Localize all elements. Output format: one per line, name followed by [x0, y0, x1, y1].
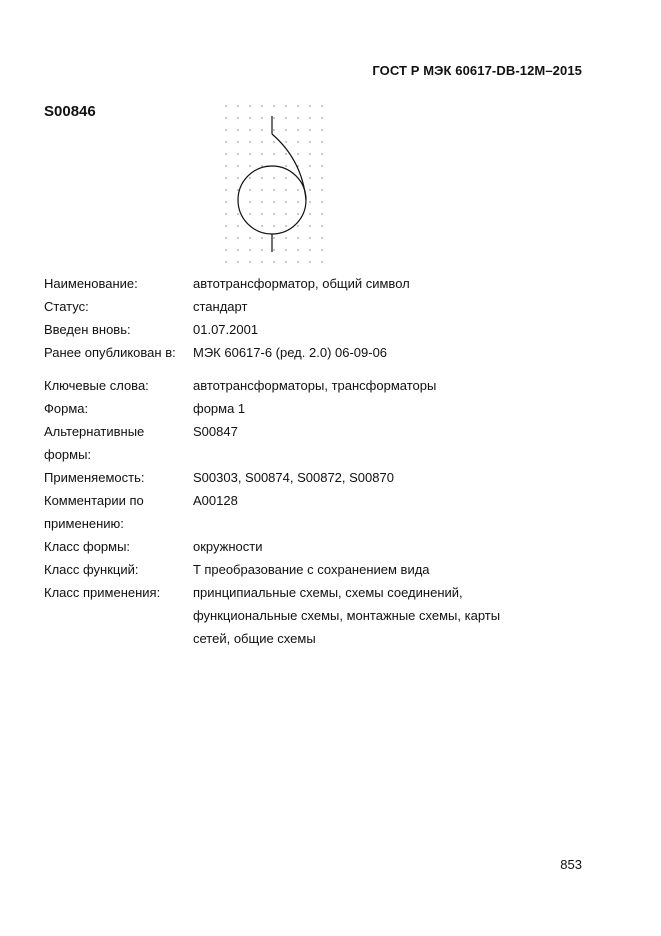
attribute-label: Ранее опубликован в: [44, 345, 176, 360]
attribute-value: S00847 [193, 424, 238, 439]
attribute-label: Класс формы: [44, 539, 131, 554]
attribute-label: Форма: [44, 401, 89, 416]
attribute-label: Комментарии по [44, 493, 144, 508]
attribute-label: Статус: [44, 299, 89, 314]
attribute-value: автотрансформатор, общий символ [193, 276, 410, 291]
transformer-winding [238, 166, 306, 234]
attribute-label: Наименование: [44, 276, 138, 291]
tap-arc [272, 134, 306, 200]
attribute-label: Альтернативные [44, 424, 145, 439]
attribute-label: Ключевые слова: [44, 378, 149, 393]
autotransformer-symbol-icon [220, 100, 324, 272]
attribute-value: форма 1 [193, 401, 246, 416]
attribute-label: Класс функций: [44, 562, 139, 577]
attribute-value: окружности [193, 539, 263, 554]
attribute-value: T преобразование с сохранением вида [193, 562, 430, 577]
attribute-value: функциональные схемы, монтажные схемы, карты [193, 608, 501, 623]
document-header: ГОСТ Р МЭК 60617-DB-12M–2015 [372, 63, 582, 78]
symbol-code: S00846 [44, 103, 96, 120]
page-number: 853 [560, 857, 582, 872]
attribute-value: A00128 [193, 493, 238, 508]
attribute-label: Класс применения: [44, 585, 161, 600]
attribute-value: принципиальные схемы, схемы соединений, [193, 585, 463, 600]
attribute-label: Введен вновь: [44, 322, 131, 337]
attribute-value: стандарт [193, 299, 248, 314]
attribute-value: сетей, общие схемы [193, 631, 316, 646]
attribute-value: 01.07.2001 [193, 322, 259, 337]
attribute-value: МЭК 60617-6 (ред. 2.0) 06-09-06 [193, 345, 388, 360]
attribute-label: Применяемость: [44, 470, 145, 485]
grid-dots [225, 105, 322, 262]
attribute-label: формы: [44, 447, 92, 462]
attribute-value: S00303, S00874, S00872, S00870 [193, 470, 394, 485]
attribute-value: автотрансформаторы, трансформаторы [193, 378, 437, 393]
attribute-label: применению: [44, 516, 124, 531]
